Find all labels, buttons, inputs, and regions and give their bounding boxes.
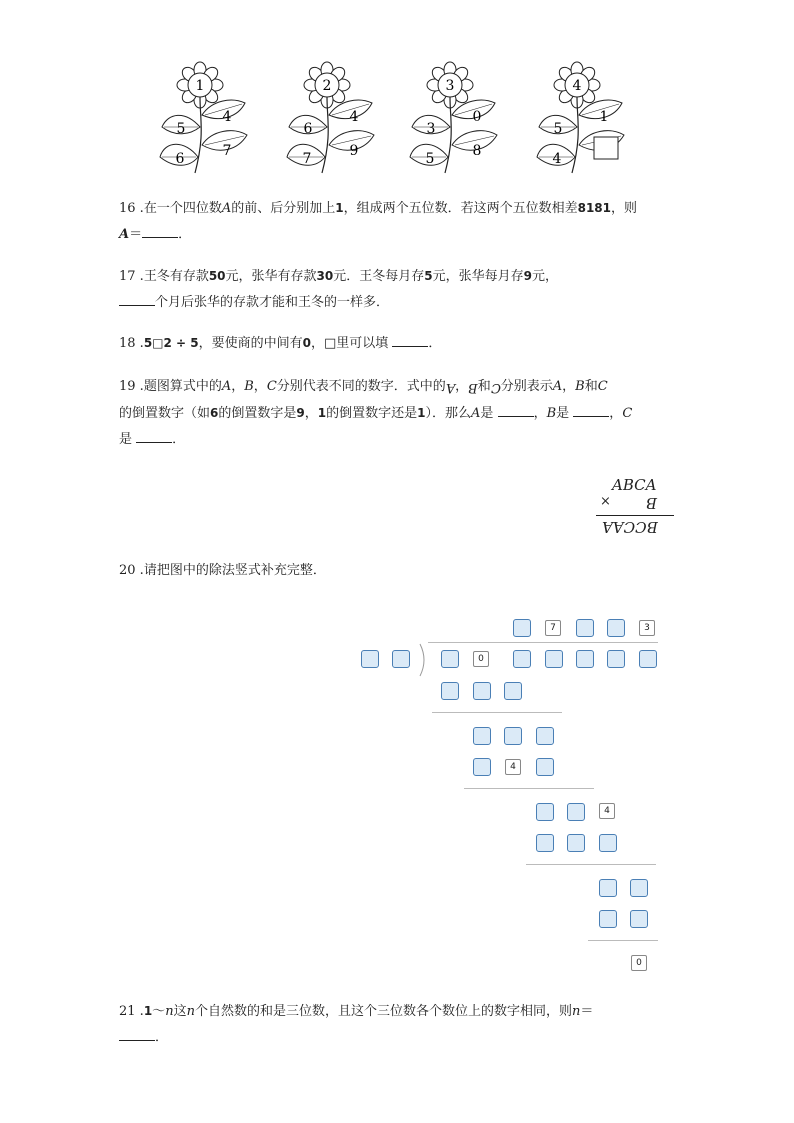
digit-blank-box[interactable] bbox=[441, 682, 459, 700]
stem bbox=[195, 97, 201, 173]
flower-3 bbox=[410, 62, 497, 173]
question-16: 16 .在一个四位数A的前、后分别加上1，组成两个五位数．若这两个五位数相差8181，则 A＝ ． bbox=[119, 201, 638, 242]
flowers-figure bbox=[150, 55, 650, 180]
digit-blank-box[interactable] bbox=[567, 803, 585, 821]
digit-blank-box[interactable] bbox=[473, 682, 491, 700]
answer-blank[interactable] bbox=[119, 291, 155, 306]
stem bbox=[322, 97, 328, 173]
digit-blank-box[interactable] bbox=[630, 910, 648, 928]
digit-blank-box[interactable] bbox=[639, 650, 657, 668]
question-17: 17 .王冬有存款50元，张华有存款30元．王冬每月存5元，张华每月存9元， 个月后张华的存款才能和王冬的一样多． bbox=[119, 269, 559, 310]
digit-blank-box[interactable] bbox=[599, 834, 617, 852]
question-21: 21 .1～n这n个自然数的和是三位数，且这个三位数各个数位上的数字相同，则n＝ ． bbox=[119, 1004, 594, 1045]
mult-rule bbox=[596, 515, 674, 516]
leaf-number: 8 bbox=[472, 143, 482, 159]
digit-blank-box[interactable] bbox=[607, 650, 625, 668]
leaf-number: 4 bbox=[222, 109, 232, 125]
digit-blank-box[interactable] bbox=[630, 879, 648, 897]
digit-blank-box[interactable] bbox=[513, 650, 531, 668]
digit-blank-box[interactable] bbox=[473, 727, 491, 745]
digit-blank-box[interactable] bbox=[599, 879, 617, 897]
answer-blank[interactable] bbox=[119, 1026, 155, 1041]
answer-blank[interactable] bbox=[392, 332, 428, 347]
digit-blank-box[interactable] bbox=[361, 650, 379, 668]
quotient-rule bbox=[428, 642, 658, 643]
stem bbox=[445, 97, 451, 173]
leaf-number: 5 bbox=[176, 121, 186, 137]
digit-blank-box[interactable] bbox=[599, 910, 617, 928]
flower-2 bbox=[287, 62, 374, 173]
digit-blank-box[interactable] bbox=[536, 834, 554, 852]
question-20: 20 .请把图中的除法竖式补充完整． bbox=[119, 563, 326, 578]
digit-blank-box[interactable] bbox=[536, 727, 554, 745]
leaf-number: 6 bbox=[175, 151, 185, 167]
flower-4 bbox=[537, 62, 624, 173]
given-digit: 0 bbox=[631, 955, 647, 971]
leaf-number: 6 bbox=[303, 121, 313, 137]
digit-blank-box[interactable] bbox=[392, 650, 410, 668]
given-digit: 3 bbox=[639, 620, 655, 636]
answer-blank-a[interactable] bbox=[498, 402, 534, 417]
flower-center-number: 4 bbox=[572, 78, 582, 94]
digit-blank-box[interactable] bbox=[607, 619, 625, 637]
flower-center-number: 2 bbox=[322, 78, 332, 94]
digit-blank-box[interactable] bbox=[536, 803, 554, 821]
given-digit: 0 bbox=[473, 651, 489, 667]
mult-bottom: B bbox=[646, 494, 658, 512]
stem bbox=[572, 97, 578, 173]
flower-1 bbox=[160, 62, 247, 173]
leaf-number: 5 bbox=[553, 121, 563, 137]
leaf-number: 3 bbox=[426, 121, 436, 137]
flower-center-number: 1 bbox=[195, 78, 205, 94]
digit-blank-box[interactable] bbox=[567, 834, 585, 852]
missing-number-box[interactable] bbox=[594, 137, 618, 159]
digit-blank-box[interactable] bbox=[504, 727, 522, 745]
rule-1 bbox=[432, 712, 562, 713]
digit-blank-box[interactable] bbox=[536, 758, 554, 776]
digit-blank-box[interactable] bbox=[504, 682, 522, 700]
leaf-number: 4 bbox=[552, 151, 562, 167]
digit-blank-box[interactable] bbox=[576, 619, 594, 637]
answer-blank[interactable] bbox=[142, 223, 178, 238]
leaf-number: 0 bbox=[472, 109, 482, 125]
answer-blank-b[interactable] bbox=[573, 402, 609, 417]
digit-blank-box[interactable] bbox=[441, 650, 459, 668]
rule-2 bbox=[464, 788, 594, 789]
digit-blank-box[interactable] bbox=[513, 619, 531, 637]
given-digit: 4 bbox=[505, 759, 521, 775]
digit-blank-box[interactable] bbox=[545, 650, 563, 668]
leaf-number: 9 bbox=[349, 143, 359, 159]
leaf-number: 4 bbox=[349, 109, 359, 125]
given-digit: 4 bbox=[599, 803, 615, 819]
leaf-number: 1 bbox=[599, 109, 609, 125]
leaf-number: 7 bbox=[222, 143, 232, 159]
mult-operator: × bbox=[600, 494, 611, 509]
mult-result: BCCAA bbox=[602, 518, 658, 536]
answer-blank-c[interactable] bbox=[136, 428, 172, 443]
given-digit: 7 bbox=[545, 620, 561, 636]
mult-top: ABCA bbox=[612, 476, 657, 494]
flower-center-number: 3 bbox=[445, 78, 455, 94]
rule-4 bbox=[588, 940, 658, 941]
digit-blank-box[interactable] bbox=[576, 650, 594, 668]
question-18: 18 .5□2 ÷ 5，要使商的中间有0，□里可以填 ． bbox=[119, 330, 679, 357]
leaf-number: 7 bbox=[302, 151, 312, 167]
division-bracket bbox=[418, 642, 432, 678]
rule-3 bbox=[526, 864, 656, 865]
leaf-number: 5 bbox=[425, 151, 435, 167]
digit-blank-box[interactable] bbox=[473, 758, 491, 776]
question-19: 19 .题图算式中的A，B，C分别代表不同的数字．式中的A，B和C分别表示A，B和C 的倒置数字（如6的倒置数字是9，1的倒置数字还是1）．那么A是 ，B是 ，C 是 ． bbox=[119, 379, 633, 447]
